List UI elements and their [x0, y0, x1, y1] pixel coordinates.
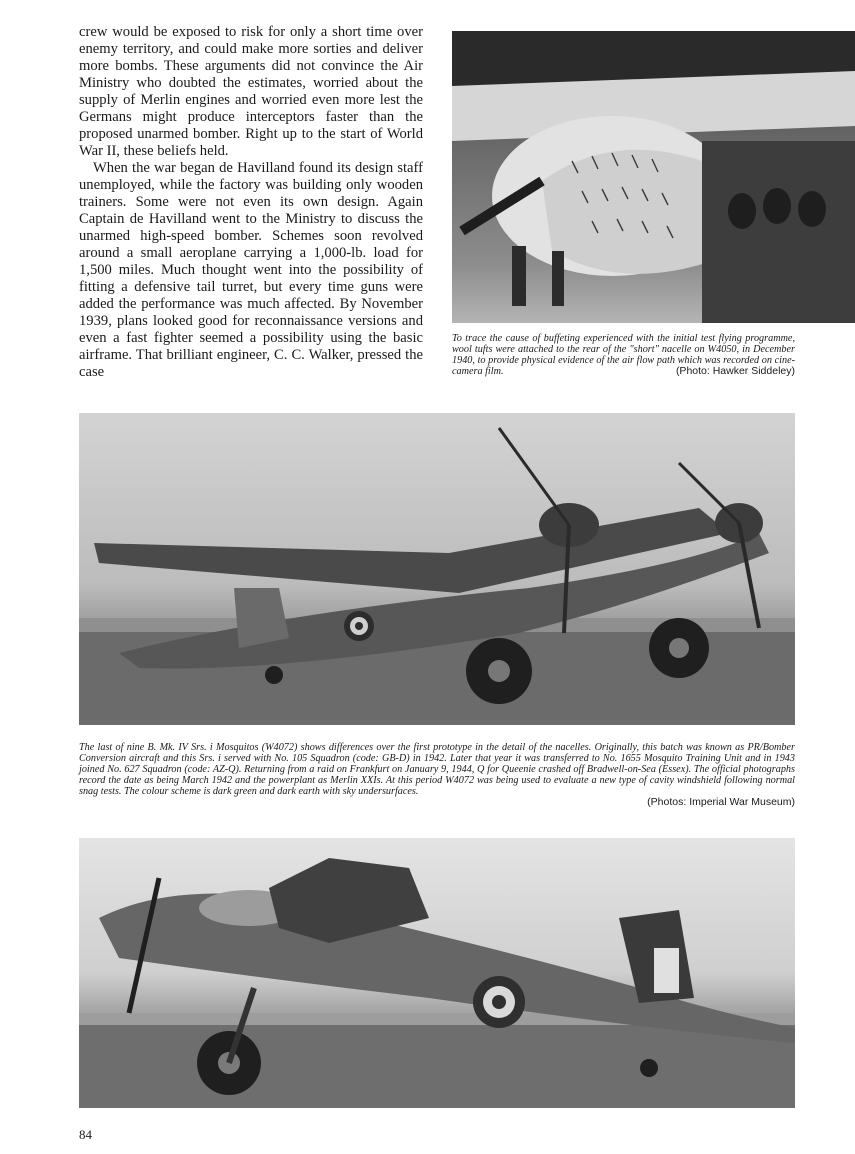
photo1-caption-text: To trace the cause of buffeting experienced with the initial test flying programme, wool tufts were attached to the rear of the "short" nacelle on W4050, in December 1940, to provide physical evidence of the air flow path which was recorded on cine-camera film. — [452, 333, 795, 377]
photo2-caption-text: The last of nine B. Mk. IV Srs. i Mosquitos (W4072) shows differences over the first prototype in the detail of the nacelles. Originally, this batch was known as PR/Bomber Conversion aircraft and this Srs. i served with No. 105 Squadron (code: GB-D) in 1942. Later that year it was transferred to No. 1655 Mosquito Training Unit and in 1943 joined No. 627 Squadron (code: AZ-Q). Returning from a raid on Frankfurt on January 9, 1944, Q for Queenie crashed off Bradwell-on-Sea (Essex). The official photographs record the date as being March 1942 and the powerplant as Merlin XXIs. At this period W4072 was being used to evaluate a new type of cavity windshield following normal snag tests. The colour scheme is dark green and dark earth with sky undersurfaces. — [79, 742, 795, 797]
photo-mosquito-side-view — [79, 838, 795, 1108]
body-paragraph-1: crew would be exposed to risk for only a short time over enemy territory, and could make more sorties and deliver more bombs. These arguments did not convince the Air Ministry who doubted the estimates, worried about the supply of Merlin engines and worried even more lest the Germans might produce interceptors faster than the proposed unarmed bomber. Right up to the start of World War II, these beliefs held. — [79, 24, 423, 159]
body-text — [79, 24, 423, 381]
body-paragraph-2: When the war began de Havilland found its design staff unemployed, while the factory was building only wooden trainers. Some were not even its own design. Again Captain de Havilland went to the Ministry to discuss the unarmed high-speed bomber. Schemes soon revolved around a small aeroplane carrying a 1,000-lb. load for 1,500 miles. Much thought went into the possibility of fitting a defensive tail turret, but every time guns were added the performance was much affected. By November 1939, plans looked good for reconnaissance versions and even a fast fighter seemed a possibility using the basic airframe. That brilliant engineer, C. C. Walker, pressed the case — [79, 160, 423, 380]
page-number: 84 — [79, 1127, 92, 1142]
photo2-caption — [79, 742, 795, 808]
photo-mosquito-w4072 — [79, 413, 795, 725]
photo1-caption — [452, 333, 795, 377]
photo2-credit: (Photos: Imperial War Museum) — [647, 796, 795, 808]
photo1-credit: (Photo: Hawker Siddeley) — [675, 365, 795, 377]
photo-nacelle-wool-tufts — [452, 31, 855, 323]
